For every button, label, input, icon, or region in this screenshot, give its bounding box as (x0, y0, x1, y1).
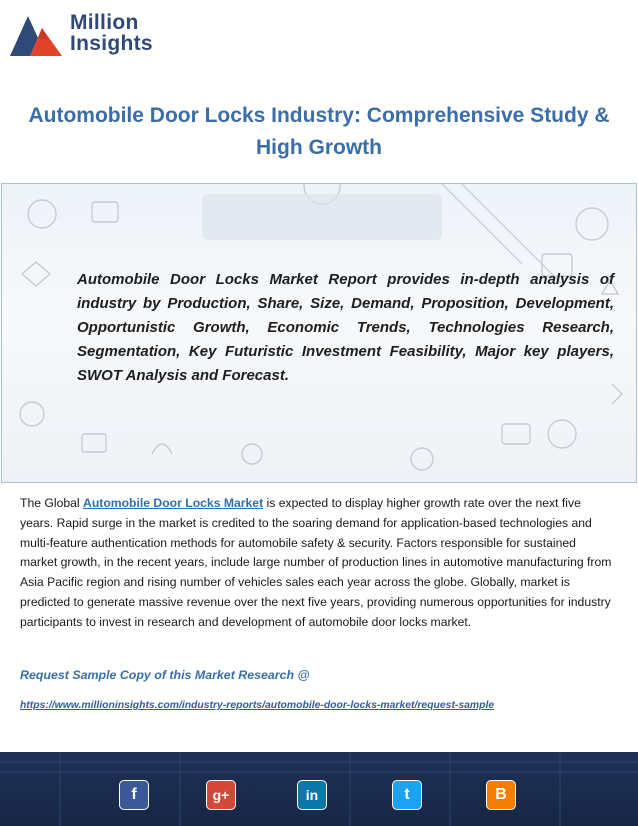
market-link[interactable]: Automobile Door Locks Market (83, 496, 264, 510)
google-plus-icon[interactable]: g+ (206, 780, 236, 810)
million-insights-logo (8, 6, 178, 62)
request-sample-link[interactable]: https://www.millioninsights.com/industry-reports/automobile-door-locks-market/request-sample (20, 700, 495, 711)
brand-line-2: Insights (70, 32, 153, 55)
blogger-icon[interactable]: B (486, 780, 516, 810)
hero-banner (1, 183, 637, 483)
market-description (20, 494, 616, 633)
twitter-icon[interactable]: t (392, 780, 422, 810)
request-sample-label: Request Sample Copy of this Market Research @ (20, 668, 310, 682)
brand-line-1: Million (70, 11, 139, 34)
report-summary: Automobile Door Locks Market Report provides in-depth analysis of industry by Production, Share, Size, Demand, Proposition, Development, Opportunistic Growth, Economic Trends, Technologies Research, Segmentation, Key Futuristic Investment Feasibility, Major key players, SWOT Analysis and Forecast. (77, 271, 614, 384)
description-intro: The Global (20, 496, 84, 510)
page-title: Automobile Door Locks Industry: Comprehensive Study & High Growth (28, 104, 610, 159)
linkedin-icon[interactable]: in (297, 780, 327, 810)
facebook-icon[interactable]: f (119, 780, 149, 810)
brand-name (70, 12, 153, 54)
logo-mark-icon (8, 10, 66, 58)
social-footer (0, 752, 638, 826)
description-rest: is expected to display higher growth rate over the next five years. Rapid surge in the market is credited to the soaring demand for application-based technologies and multi-feature authentication methods for automobile safety & security. Factors responsible for sustained market growth, in the recent years, include large number of production lines in automotive manufacturing from Asia Pacific region and rising number of vehicles sales each year across the globe. Globally, market is predicted to generate massive revenue over the next five years, providing numerous opportunities for industry participants to invest in research and development of automobile door locks market. (20, 496, 612, 629)
